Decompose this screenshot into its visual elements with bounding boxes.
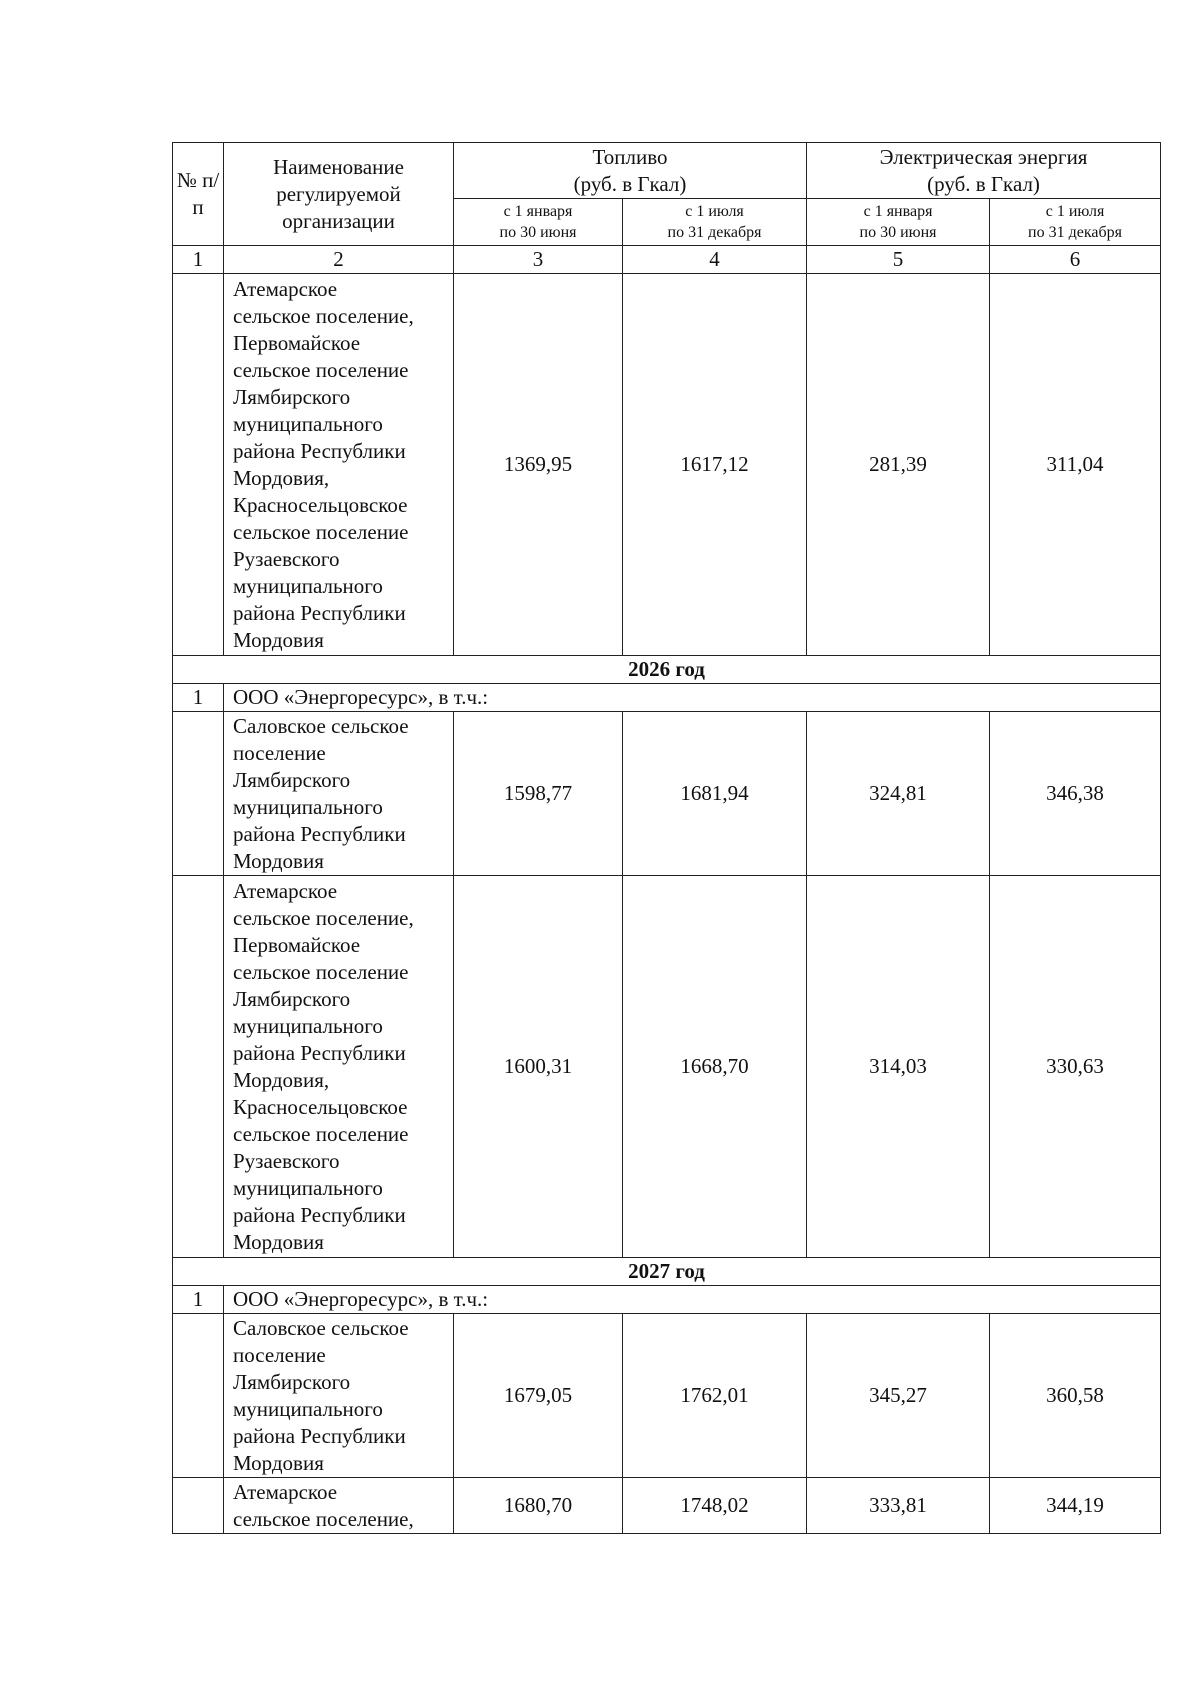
row-num-empty (173, 1478, 224, 1534)
value-cell: 314,03 (807, 876, 990, 1258)
value-cell: 1680,70 (454, 1478, 623, 1534)
colnum-2: 2 (224, 246, 454, 274)
value-cell: 360,58 (990, 1314, 1161, 1478)
header-electric: Электрическая энергия (руб. в Гкал) (807, 143, 1161, 199)
table-row (173, 712, 1161, 876)
header-electric-h2: с 1 июля по 31 декабря (990, 199, 1161, 246)
org-name-cell: Саловское сельское поселение Лямбирского муниципального района Республики Мордовия (224, 1314, 454, 1478)
value-cell: 1748,02 (623, 1478, 807, 1534)
value-cell: 281,39 (807, 274, 990, 656)
row-num-empty (173, 1314, 224, 1478)
org-row-2026 (173, 684, 1161, 712)
value-cell: 330,63 (990, 876, 1161, 1258)
header-fuel-h1: с 1 января по 30 июня (454, 199, 623, 246)
value-cell: 344,19 (990, 1478, 1161, 1534)
row-num: 1 (173, 684, 224, 712)
colnum-1: 1 (173, 246, 224, 274)
value-cell: 1679,05 (454, 1314, 623, 1478)
header-org-name: Наименование регулируемой организации (224, 143, 454, 246)
org-title: ООО «Энергоресурс», в т.ч.: (224, 1286, 1161, 1314)
colnum-3: 3 (454, 246, 623, 274)
value-cell: 1600,31 (454, 876, 623, 1258)
table-row (173, 876, 1161, 1258)
colnum-4: 4 (623, 246, 807, 274)
header-fuel-h2: с 1 июля по 31 декабря (623, 199, 807, 246)
value-cell: 345,27 (807, 1314, 990, 1478)
value-cell: 333,81 (807, 1478, 990, 1534)
value-cell: 1598,77 (454, 712, 623, 876)
column-number-row (173, 246, 1161, 274)
header-row-1 (173, 143, 1161, 199)
org-row-2027 (173, 1286, 1161, 1314)
org-name-cell: Атемарское сельское поселение, Первомайское сельское поселение Лямбирского муниципального района Республики Мордовия, Красносельцовское сельское поселение Рузаевского муниципального района Республики Мордовия (224, 274, 454, 656)
value-cell: 1762,01 (623, 1314, 807, 1478)
table-row (173, 1314, 1161, 1478)
org-title: ООО «Энергоресурс», в т.ч.: (224, 684, 1161, 712)
org-name-cell: Атемарское сельское поселение, (224, 1478, 454, 1534)
value-cell: 1668,70 (623, 876, 807, 1258)
year-row-2027 (173, 1258, 1161, 1286)
value-cell: 311,04 (990, 274, 1161, 656)
colnum-5: 5 (807, 246, 990, 274)
value-cell: 1369,95 (454, 274, 623, 656)
tariff-table (172, 142, 1161, 1534)
row-num-empty (173, 712, 224, 876)
row-num: 1 (173, 1286, 224, 1314)
header-electric-h1: с 1 января по 30 июня (807, 199, 990, 246)
value-cell: 324,81 (807, 712, 990, 876)
header-fuel: Топливо (руб. в Гкал) (454, 143, 807, 199)
value-cell: 1681,94 (623, 712, 807, 876)
row-num-empty (173, 274, 224, 656)
header-num: № п/п (173, 143, 224, 246)
colnum-6: 6 (990, 246, 1161, 274)
year-label: 2027 год (173, 1258, 1161, 1286)
value-cell: 346,38 (990, 712, 1161, 876)
row-num-empty (173, 876, 224, 1258)
value-cell: 1617,12 (623, 274, 807, 656)
table-row (173, 1478, 1161, 1534)
table-row (173, 274, 1161, 656)
year-row-2026 (173, 656, 1161, 684)
org-name-cell: Саловское сельское поселение Лямбирского муниципального района Республики Мордовия (224, 712, 454, 876)
year-label: 2026 год (173, 656, 1161, 684)
org-name-cell: Атемарское сельское поселение, Первомайское сельское поселение Лямбирского муниципального района Республики Мордовия, Красносельцовское сельское поселение Рузаевского муниципального района Республики Мордовия (224, 876, 454, 1258)
